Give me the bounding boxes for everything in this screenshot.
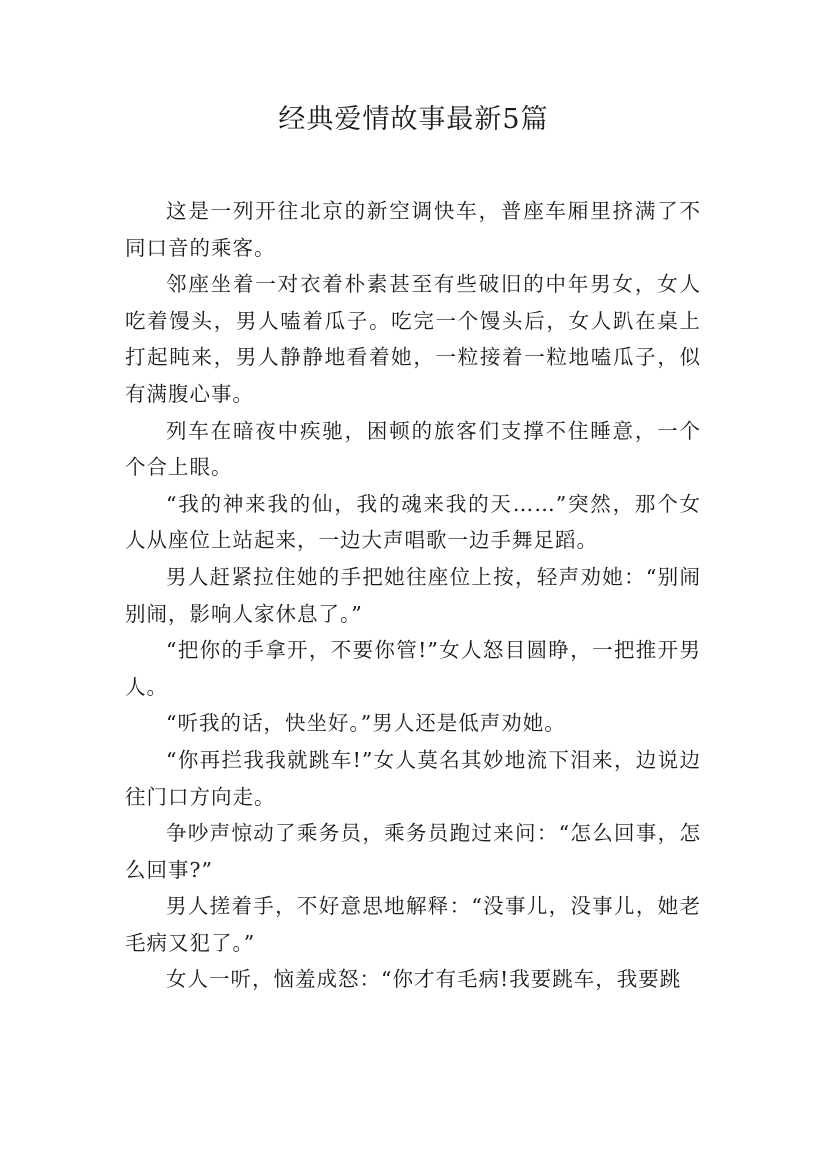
paragraph: “你再拦我我就跳车!”女人莫名其妙地流下泪来，边说边往门口方向走。 (125, 747, 701, 809)
document-title: 经典爱情故事最新5篇 (278, 104, 549, 135)
paragraph: 列车在暗夜中疾驰，困顿的旅客们支撑不住睡意，一个个合上眼。 (125, 418, 701, 480)
paragraph: “听我的话，快坐好。”男人还是低声劝她。 (166, 711, 566, 736)
paragraph: “把你的手拿开，不要你管!”女人怒目圆睁，一把推开男人。 (125, 638, 701, 699)
paragraph: 这是一列开往北京的新空调快车，普座车厢里挤满了不同口音的乘客。 (125, 199, 701, 260)
paragraph: 争吵声惊动了乘务员，乘务员跑过来问：“怎么回事，怎么回事?” (125, 821, 701, 882)
paragraph: 男人赶紧拉住她的手把她往座位上按，轻声劝她：“别闹别闹，影响人家休息了。” (125, 564, 701, 626)
paragraph: 女人一听，恼羞成怒：“你才有毛病!我要跳车，我要跳 (166, 967, 682, 992)
paragraph: 男人搓着手，不好意思地解释：“没事儿，没事儿，她老毛病又犯了。” (125, 894, 701, 955)
paragraph: “我的神来我的仙，我的魂来我的天……”突然，那个女人从座位上站起来，一边大声唱歌一边手舞足蹈。 (125, 491, 701, 553)
paragraph: 邻座坐着一对衣着朴素甚至有些破旧的中年男女，女人吃着馒头，男人嗑着瓜子。吃完一个馒头后，女人趴在桌上打起盹来，男人静静地看着她，一粒接着一粒地嗑瓜子，似有满腹心事。 (125, 272, 701, 406)
document-body (125, 193, 701, 998)
